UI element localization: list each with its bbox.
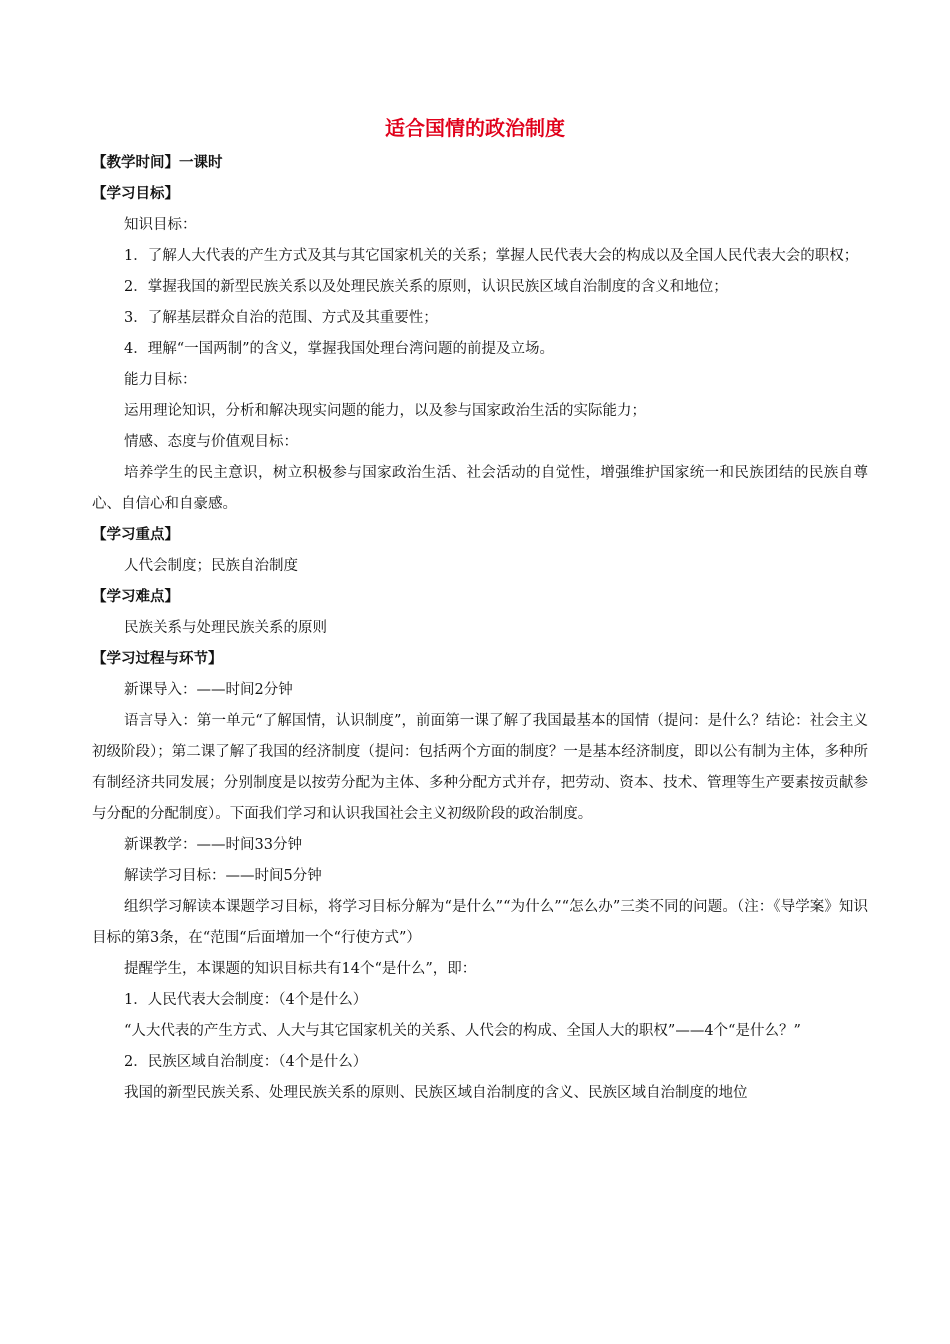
goals-heading: 【学习目标】	[92, 186, 179, 202]
key-text: 人代会制度；民族自治制度	[124, 558, 298, 574]
ability-heading: 能力目标：	[124, 372, 197, 388]
emotion-text: 培养学生的民主意识，树立积极参与国家政治生活、社会活动的自觉性，增强维护国家统一和民族团结的民族自尊心、自信心和自豪感。	[92, 465, 868, 512]
document-title: 适合国情的政治制度	[385, 116, 565, 140]
key-heading: 【学习重点】	[92, 527, 179, 543]
teach-time-line: 【教学时间】一课时	[92, 155, 223, 171]
read-goals-line: 解读学习目标：——时间5分钟	[124, 868, 322, 884]
organize-text: 组织学习解读本课题学习目标，将学习目标分解为“是什么”“为什么”“怎么办”三类不同的问题。（注：《导学案》知识目标的第3条，在“范围“后面增加一个“行使方式”）	[92, 899, 868, 946]
goal-2: 2．掌握我国的新型民族关系以及处理民族关系的原则，认识民族区域自治制度的含义和地位；	[124, 279, 728, 295]
goal-1: 1．了解人大代表的产生方式及其与其它国家机关的关系；掌握人民代表大会的构成以及全国人民代表大会的职权；	[124, 248, 859, 264]
remind-text: 提醒学生，本课题的知识目标共有14个“是什么”，即：	[124, 961, 477, 977]
document-body	[92, 148, 868, 1109]
process-heading: 【学习过程与环节】	[92, 651, 223, 667]
goal-3: 3．了解基层群众自治的范围、方式及其重要性；	[124, 310, 438, 326]
goal-4: 4．理解“一国两制”的含义，掌握我国处理台湾问题的前提及立场。	[124, 341, 555, 357]
intro-line: 新课导入：——时间2分钟	[124, 682, 293, 698]
emotion-heading: 情感、态度与价值观目标：	[124, 434, 298, 450]
teach-line: 新课教学：——时间33分钟	[124, 837, 302, 853]
item-2: 2．民族区域自治制度：（4个是什么）	[124, 1054, 368, 1070]
difficult-text: 民族关系与处理民族关系的原则	[124, 620, 327, 636]
item-2-text: 我国的新型民族关系、处理民族关系的原则、民族区域自治制度的含义、民族区域自治制度的地位	[124, 1085, 748, 1101]
item-1: 1．人民代表大会制度：（4个是什么）	[124, 992, 368, 1008]
knowledge-heading: 知识目标：	[124, 217, 197, 233]
ability-text: 运用理论知识，分析和解决现实问题的能力，以及参与国家政治生活的实际能力；	[124, 403, 646, 419]
intro-text: 语言导入：第一单元“了解国情，认识制度”，前面第一课了解了我国最基本的国情（提问：是什么？结论：社会主义初级阶段）；第二课了解了我国的经济制度（提问：包括两个方面的制度？一是基本经济制度，即以公有制为主体，多种所有制经济共同发展；分别制度是以按劳分配为主体、多种分配方式并存，把劳动、资本、技术、管理等生产要素按贡献参与分配的分配制度）。下面我们学习和认识我国社会主义初级阶段的政治制度。	[92, 713, 868, 822]
difficult-heading: 【学习难点】	[92, 589, 179, 605]
item-1-text: “人大代表的产生方式、人大与其它国家机关的关系、人代会的构成、全国人大的职权”——4个“是什么？”	[124, 1023, 801, 1039]
